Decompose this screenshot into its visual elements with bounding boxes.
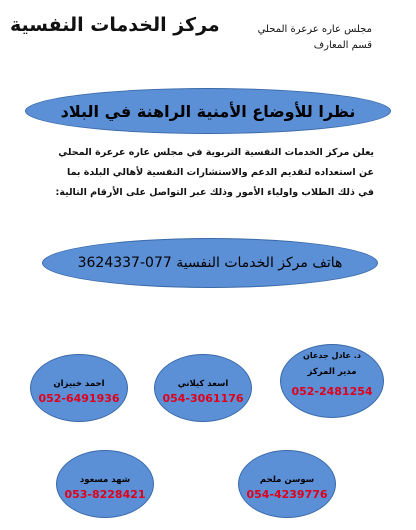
contact-card [238,450,336,518]
center-phone-banner [42,238,378,288]
contact-name: اسعد كيلاني [177,379,229,389]
director-contact-card [280,344,384,418]
contact-name: سوسن ملحم [259,475,315,485]
announcement-paragraph: يعلن مركز الخدمات النفسية التربوية في مجلس عاره عرعرة المحلي عن استعداده لتقديم الدعم والاستشارات النفسية لأهالي البلدة بما في ذلك الطلاب واولياء الأمور وذلك عبر التواصل على الأرقام التالية: [55,147,374,198]
contact-card [154,354,252,422]
contact-number: 053-8228421 [64,488,146,501]
contact-role: مدير المركز [307,367,357,377]
contact-number: 054-3061176 [162,392,244,405]
contact-number: 052-2481254 [291,385,373,398]
center-title: مركز الخدمات النفسية [10,14,220,36]
center-phone-text: هاتف مركز الخدمات النفسية 077-3624337 [77,255,343,271]
contact-title: د. عادل جدعان [303,351,361,360]
headline-text: نظرا للأوضاع الأمنية الراهنة في البلاد [60,101,356,121]
department-name: قسم المعارف [313,40,372,51]
contact-number: 054-4239776 [246,488,328,501]
contact-card [30,354,128,422]
headline-banner [25,88,391,134]
contact-number: 052-6491936 [38,392,120,405]
contact-name: شهد مسعود [79,475,131,485]
contact-name: احمد خبيزان [53,379,105,389]
contact-card [56,450,154,518]
council-name: مجلس عاره عرعرة المحلي [257,24,372,35]
